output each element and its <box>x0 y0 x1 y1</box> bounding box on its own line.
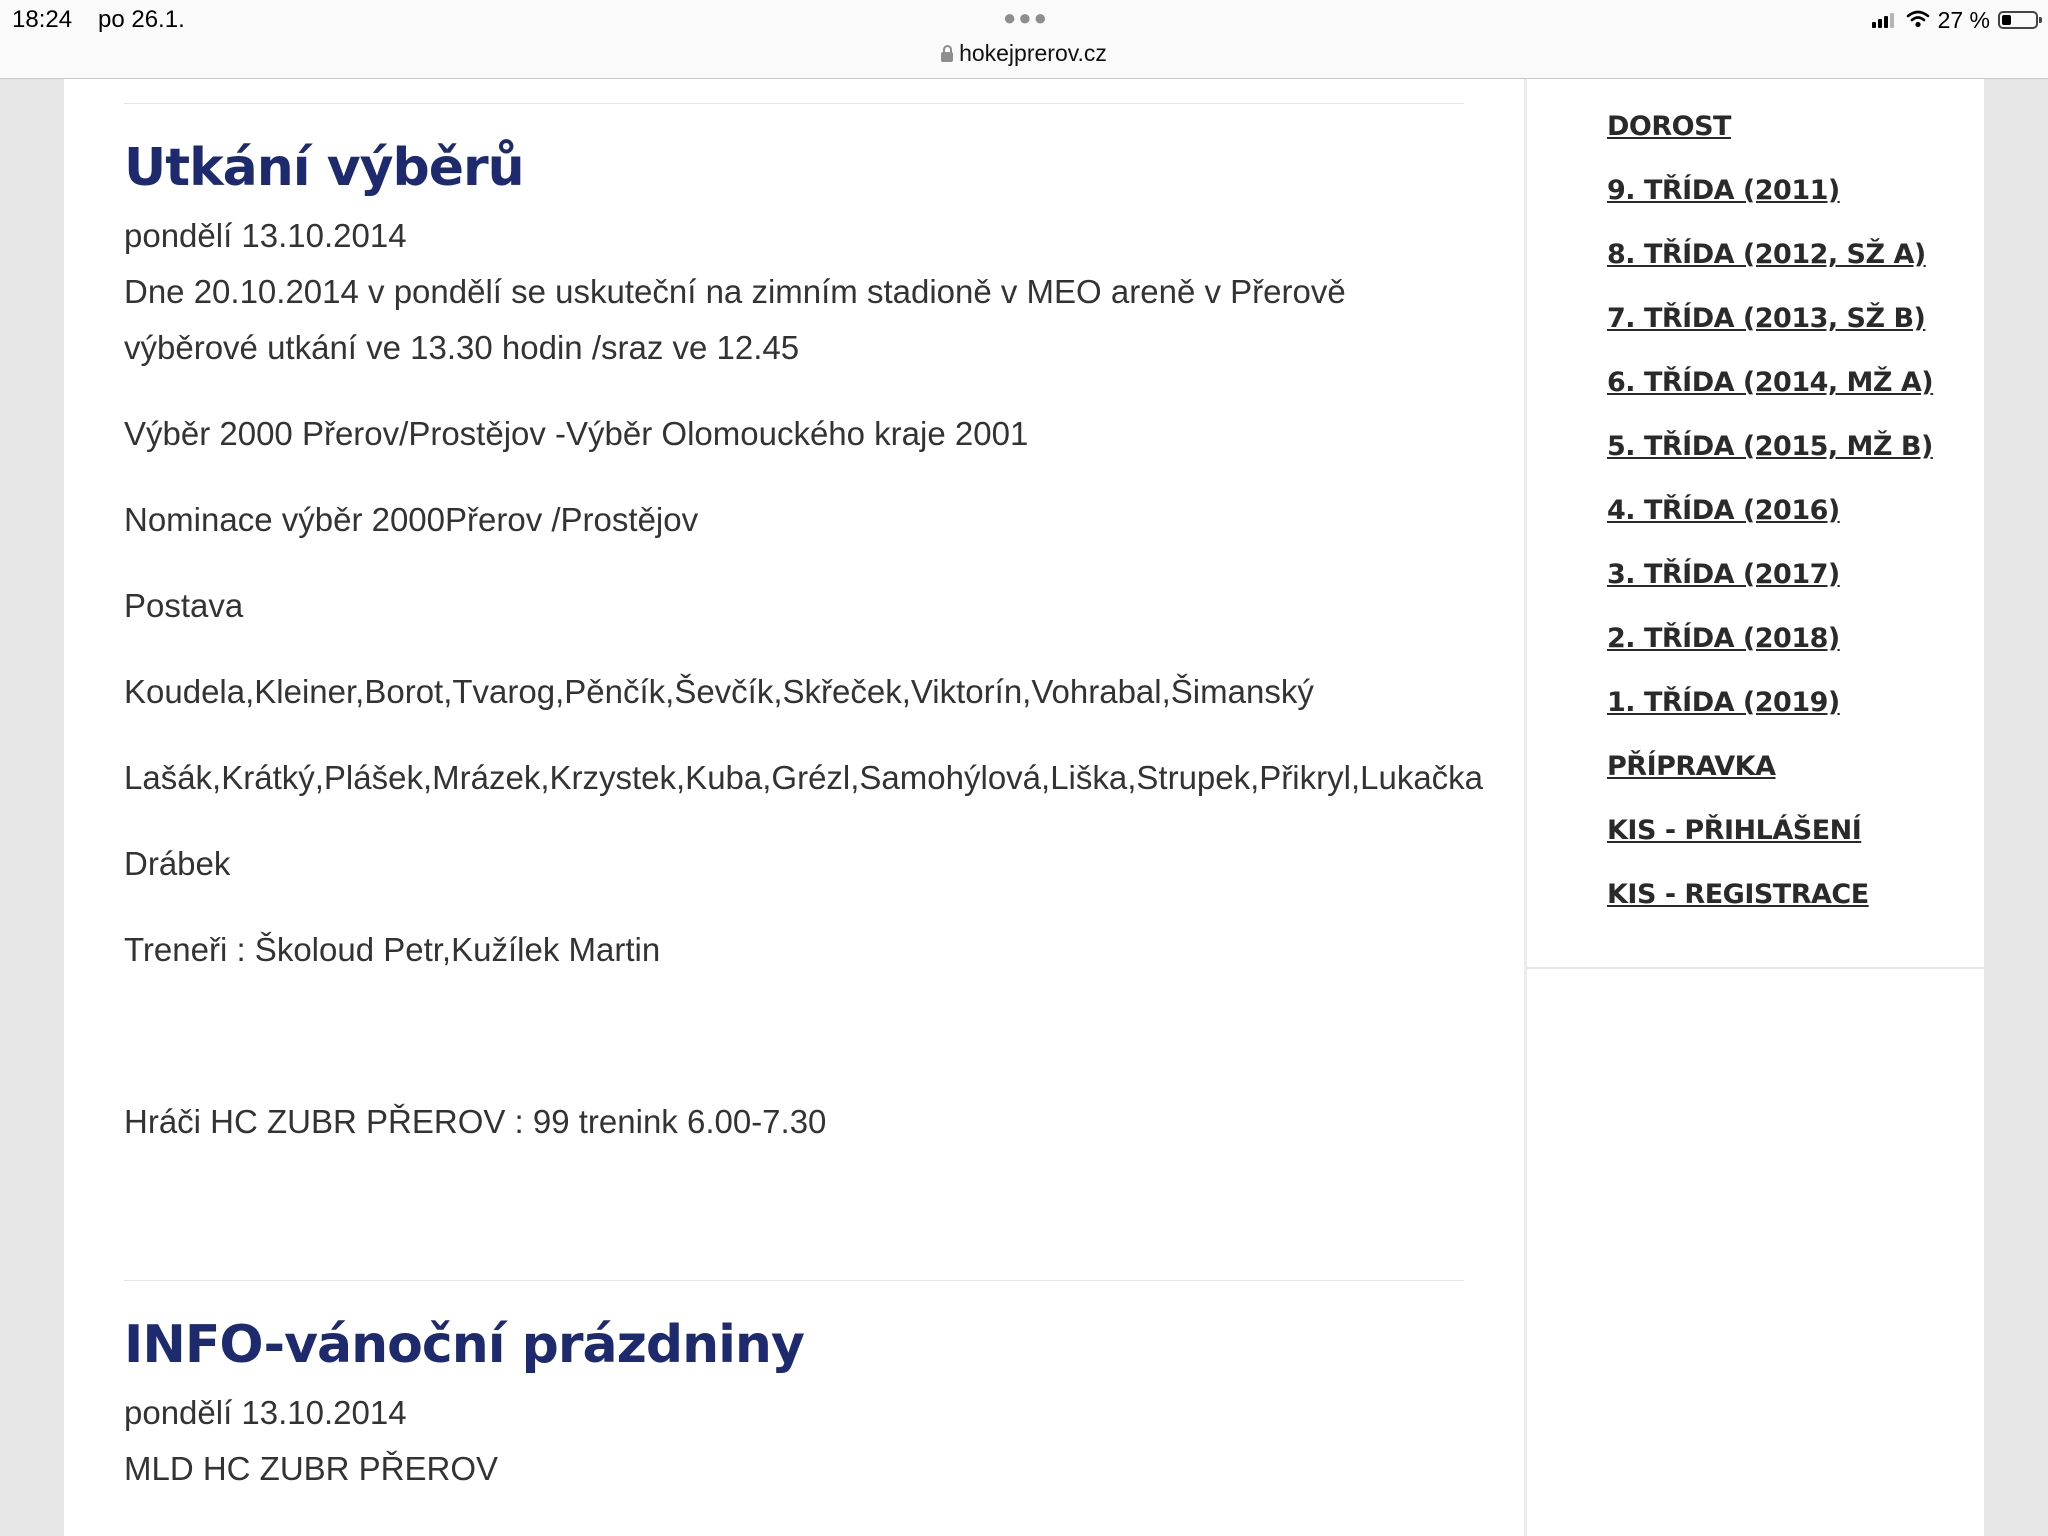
article-date: pondělí 13.10.2014 <box>124 217 407 254</box>
sidebar-item-4-trida[interactable]: 4. TŘÍDA (2016) <box>1607 495 1840 526</box>
browser-top-bar <box>0 0 2048 79</box>
status-date: po 26.1. <box>98 6 185 33</box>
sidebar-item-7-trida[interactable]: 7. TŘÍDA (2013, SŽ B) <box>1607 303 1926 334</box>
sidebar-item-8-trida[interactable]: 8. TŘÍDA (2012, SŽ A) <box>1607 239 1926 270</box>
sidebar-item-5-trida[interactable]: 5. TŘÍDA (2015, MŽ B) <box>1607 431 1933 462</box>
article-divider <box>124 103 1464 104</box>
sidebar-item-1-trida[interactable]: 1. TŘÍDA (2019) <box>1607 687 1840 718</box>
article-text: Výběr 2000 Přerov/Prostějov -Výběr Olomouckého kraje 2001 <box>124 415 1029 452</box>
sidebar <box>1524 79 1984 1536</box>
signal-icon <box>1872 12 1896 28</box>
article-divider <box>124 1280 1464 1281</box>
wifi-icon <box>1906 7 1930 34</box>
article-text: Treneři : Školoud Petr,Kužílek Martin <box>124 931 661 968</box>
article <box>124 138 1484 1150</box>
sidebar-item-9-trida[interactable]: 9. TŘÍDA (2011) <box>1607 175 1840 206</box>
article-text: MLD HC ZUBR PŘEROV <box>124 1450 499 1487</box>
sidebar-item-dorost[interactable]: DOROST <box>1607 111 1731 142</box>
article-text: výběrové utkání ve 13.30 hodin /sraz ve 12.45 <box>124 329 800 366</box>
article-text: Postava <box>124 587 244 624</box>
battery-icon <box>1998 11 2038 29</box>
sidebar-divider <box>1527 967 1984 969</box>
sidebar-item-2-trida[interactable]: 2. TŘÍDA (2018) <box>1607 623 1840 654</box>
lock-icon <box>941 52 953 62</box>
battery-percentage: 27 % <box>1937 6 1990 33</box>
url-text[interactable]: hokejprerov.cz <box>959 40 1107 66</box>
web-page <box>64 79 1984 1536</box>
article-date: pondělí 13.10.2014 <box>124 1394 407 1431</box>
article-title[interactable]: INFO-vánoční prázdniny <box>124 1315 804 1375</box>
sidebar-item-6-trida[interactable]: 6. TŘÍDA (2014, MŽ A) <box>1607 367 1934 398</box>
sidebar-item-pripravka[interactable]: PŘÍPRAVKA <box>1607 751 1776 782</box>
sidebar-nav <box>1607 107 1933 939</box>
sidebar-item-kis-prihlaseni[interactable]: KIS - PŘIHLÁŠENÍ <box>1607 815 1862 846</box>
status-indicators <box>1872 6 2038 34</box>
sidebar-item-3-trida[interactable]: 3. TŘÍDA (2017) <box>1607 559 1840 590</box>
address-bar[interactable] <box>0 40 2048 67</box>
article-text: Lašák,Krátký,Plášek,Mrázek,Krzystek,Kuba,Grézl,Samohýlová,Liška,Strupek,Přikryl,Lukačka <box>124 759 1484 796</box>
article <box>124 1315 1464 1497</box>
multitask-dots-icon[interactable]: ●●● <box>1003 5 1049 30</box>
article-text: Nominace výběr 2000Přerov /Prostějov <box>124 501 699 538</box>
article-title[interactable]: Utkání výběrů <box>124 138 524 198</box>
article-text: Hráči HC ZUBR PŘEROV : 99 trenink 6.00-7.30 <box>124 1103 827 1140</box>
article-text: Koudela,Kleiner,Borot,Tvarog,Pěnčík,Ševčík,Skřeček,Viktorín,Vohrabal,Šimanský <box>124 673 1314 710</box>
sidebar-item-kis-registrace[interactable]: KIS - REGISTRACE <box>1607 879 1869 910</box>
article-text: Dne 20.10.2014 v pondělí se uskuteční na zimním stadioně v MEO areně v Přerově <box>124 273 1346 310</box>
main-content <box>124 79 1484 1497</box>
article-text: Drábek <box>124 845 231 882</box>
status-time: 18:24 <box>12 6 73 33</box>
